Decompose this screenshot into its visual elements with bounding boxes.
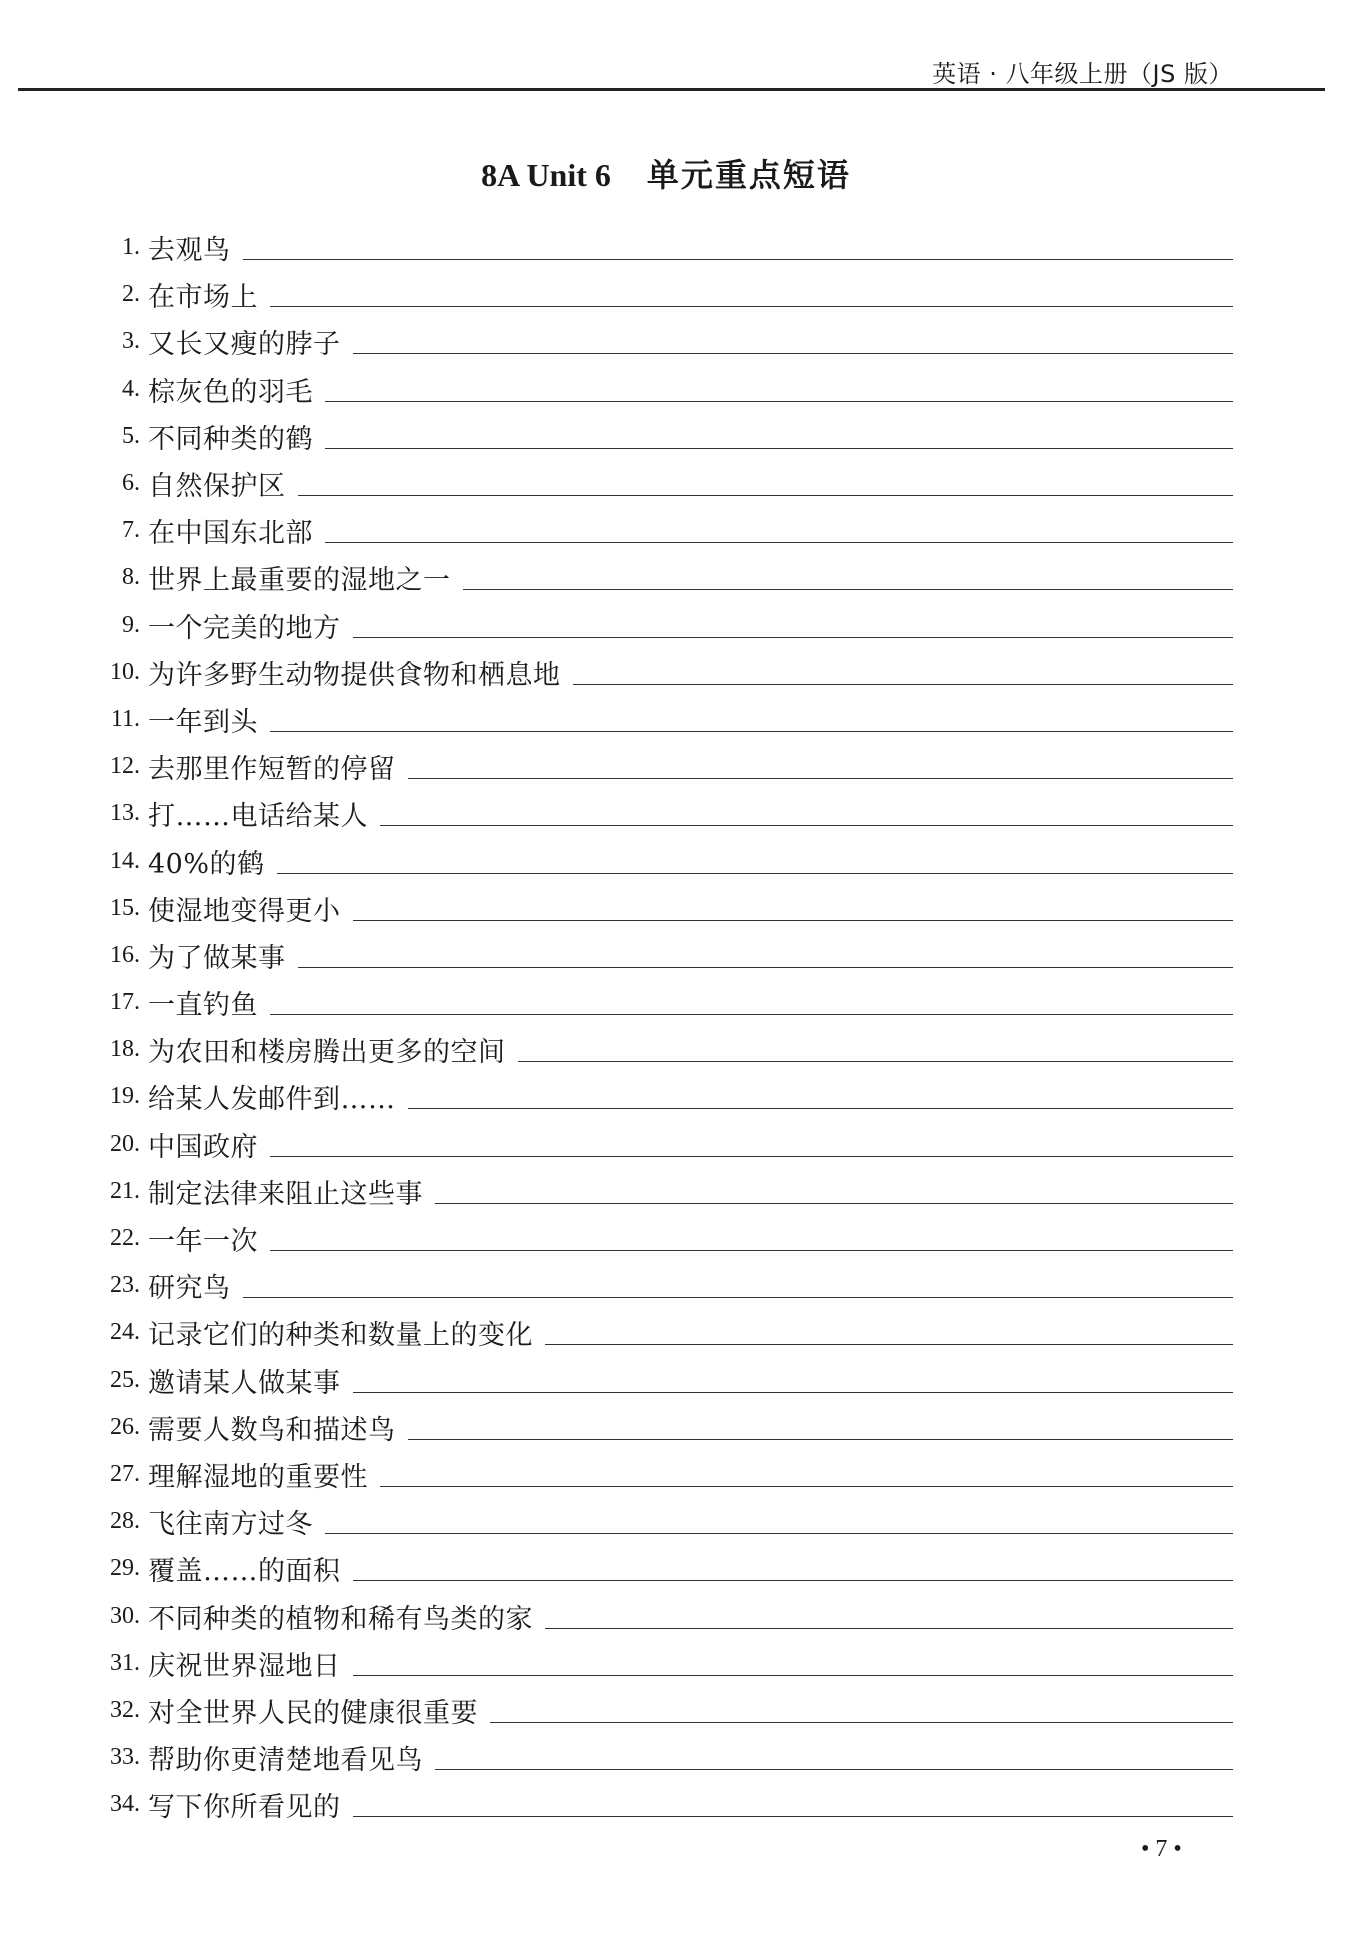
item-prompt: 邀请某人做某事 [148,1367,341,1399]
answer-blank-line [353,920,1234,921]
item-prompt: 去那里作短暂的停留 [148,754,396,786]
list-item [90,1262,1233,1309]
item-number: 26. [110,1413,140,1440]
list-item [90,1215,1233,1262]
item-number: 12. [110,753,140,780]
answer-blank-line [325,542,1233,543]
list-item [90,1121,1233,1168]
item-number: 27. [110,1460,140,1487]
answer-blank-line [380,1486,1233,1487]
answer-blank-line [353,637,1234,638]
item-number: 14. [110,847,140,874]
item-prompt: 给某人发邮件到…… [148,1084,396,1116]
answer-blank-line [270,306,1233,307]
list-item [90,1640,1233,1687]
item-prompt: 不同种类的植物和稀有鸟类的家 [148,1603,533,1635]
list-item [90,696,1233,743]
item-number: 31. [110,1649,140,1676]
item-number: 10. [110,658,140,685]
item-prompt: 理解湿地的重要性 [148,1461,368,1493]
answer-blank-line [353,1675,1234,1676]
item-prompt: 研究鸟 [148,1273,231,1305]
list-item [90,1168,1233,1215]
phrase-list [90,224,1233,1828]
list-item [90,460,1233,507]
list-item [90,1687,1233,1734]
answer-blank-line [325,448,1233,449]
list-item [90,1073,1233,1120]
item-number: 28. [110,1508,140,1535]
list-item [90,979,1233,1026]
answer-blank-line [380,825,1233,826]
item-prompt: 一个完美的地方 [148,612,341,644]
answer-blank-line [353,1392,1234,1393]
item-number: 11. [110,705,140,732]
item-prompt: 覆盖……的面积 [148,1556,341,1588]
list-item [90,932,1233,979]
item-number: 24. [110,1319,140,1346]
item-number: 9. [122,611,140,638]
item-prompt: 在中国东北部 [148,518,313,550]
item-prompt: 对全世界人民的健康很重要 [148,1697,478,1729]
book-header: 英语 · 八年级上册（JS 版） [932,60,1233,88]
answer-blank-line [408,1439,1234,1440]
item-prompt: 需要人数鸟和描述鸟 [148,1414,396,1446]
list-item [90,885,1233,932]
list-item [90,1545,1233,1592]
answer-blank-line [270,1156,1233,1157]
page-number: • 7 • [1141,1836,1182,1862]
list-item [90,602,1233,649]
item-number: 34. [110,1791,140,1818]
item-number: 20. [110,1130,140,1157]
item-number: 17. [110,989,140,1016]
list-item [90,743,1233,790]
answer-blank-line [490,1722,1233,1723]
list-item [90,1357,1233,1404]
list-item [90,1026,1233,1073]
item-number: 21. [110,1177,140,1204]
answer-blank-line [408,1108,1234,1109]
item-number: 13. [110,800,140,827]
list-item [90,271,1233,318]
list-item [90,1404,1233,1451]
item-prompt: 在市场上 [148,282,258,314]
item-number: 16. [110,941,140,968]
answer-blank-line [463,589,1234,590]
item-prompt: 世界上最重要的湿地之一 [148,565,451,597]
list-item [90,366,1233,413]
item-number: 3. [122,328,140,355]
answer-blank-line [353,1580,1234,1581]
list-item [90,554,1233,601]
item-prompt: 使湿地变得更小 [148,895,341,927]
item-prompt: 棕灰色的羽毛 [148,376,313,408]
list-item [90,1734,1233,1781]
item-prompt: 为了做某事 [148,942,286,974]
item-prompt: 不同种类的鹤 [148,423,313,455]
answer-blank-line [435,1769,1233,1770]
answer-blank-line [270,1014,1233,1015]
item-prompt: 去观鸟 [148,235,231,267]
answer-blank-line [277,873,1233,874]
item-number: 19. [110,1083,140,1110]
list-item [90,224,1233,271]
item-number: 5. [122,422,140,449]
answer-blank-line [545,1344,1233,1345]
page-title [0,150,1332,196]
title-heading: 单元重点短语 [646,156,851,194]
list-item [90,1309,1233,1356]
item-number: 23. [110,1272,140,1299]
item-prompt: 一直钓鱼 [148,990,258,1022]
answer-blank-line [353,353,1234,354]
item-prompt: 飞往南方过冬 [148,1509,313,1541]
item-number: 2. [122,281,140,308]
list-item [90,413,1233,460]
item-number: 33. [110,1744,140,1771]
item-prompt: 制定法律来阻止这些事 [148,1178,423,1210]
header-divider [18,88,1325,91]
list-item [90,507,1233,554]
item-prompt: 打……电话给某人 [148,801,368,833]
item-prompt: 又长又瘦的脖子 [148,329,341,361]
item-prompt: 记录它们的种类和数量上的变化 [148,1320,533,1352]
answer-blank-line [325,401,1233,402]
item-number: 1. [122,234,140,261]
item-prompt: 帮助你更清楚地看见鸟 [148,1745,423,1777]
item-number: 18. [110,1036,140,1063]
item-number: 22. [110,1225,140,1252]
list-item [90,837,1233,884]
item-prompt: 写下你所看见的 [148,1792,341,1824]
item-prompt: 一年到头 [148,706,258,738]
list-item [90,1781,1233,1828]
item-prompt: 为许多野生动物提供食物和栖息地 [148,659,561,691]
item-prompt: 一年一次 [148,1226,258,1258]
list-item [90,649,1233,696]
answer-blank-line [435,1203,1233,1204]
item-number: 15. [110,894,140,921]
item-prompt: 为农田和楼房腾出更多的空间 [148,1037,506,1069]
answer-blank-line [243,259,1234,260]
answer-blank-line [518,1061,1234,1062]
list-item [90,318,1233,365]
answer-blank-line [298,495,1234,496]
list-item [90,1592,1233,1639]
item-number: 6. [122,470,140,497]
item-prompt: 自然保护区 [148,471,286,503]
answer-blank-line [353,1816,1234,1817]
item-number: 29. [110,1555,140,1582]
answer-blank-line [408,778,1234,779]
unit-code: 8A Unit 6 [481,157,611,193]
answer-blank-line [298,967,1234,968]
item-number: 25. [110,1366,140,1393]
list-item [90,1498,1233,1545]
item-prompt: 庆祝世界湿地日 [148,1650,341,1682]
item-number: 30. [110,1602,140,1629]
answer-blank-line [270,731,1233,732]
answer-blank-line [545,1628,1233,1629]
item-number: 32. [110,1696,140,1723]
list-item [90,790,1233,837]
item-number: 8. [122,564,140,591]
list-item [90,1451,1233,1498]
answer-blank-line [573,684,1234,685]
item-number: 4. [122,375,140,402]
item-number: 7. [122,517,140,544]
answer-blank-line [270,1250,1233,1251]
item-prompt: 中国政府 [148,1131,258,1163]
item-prompt: 40%的鹤 [148,848,265,880]
answer-blank-line [325,1533,1233,1534]
answer-blank-line [243,1297,1234,1298]
